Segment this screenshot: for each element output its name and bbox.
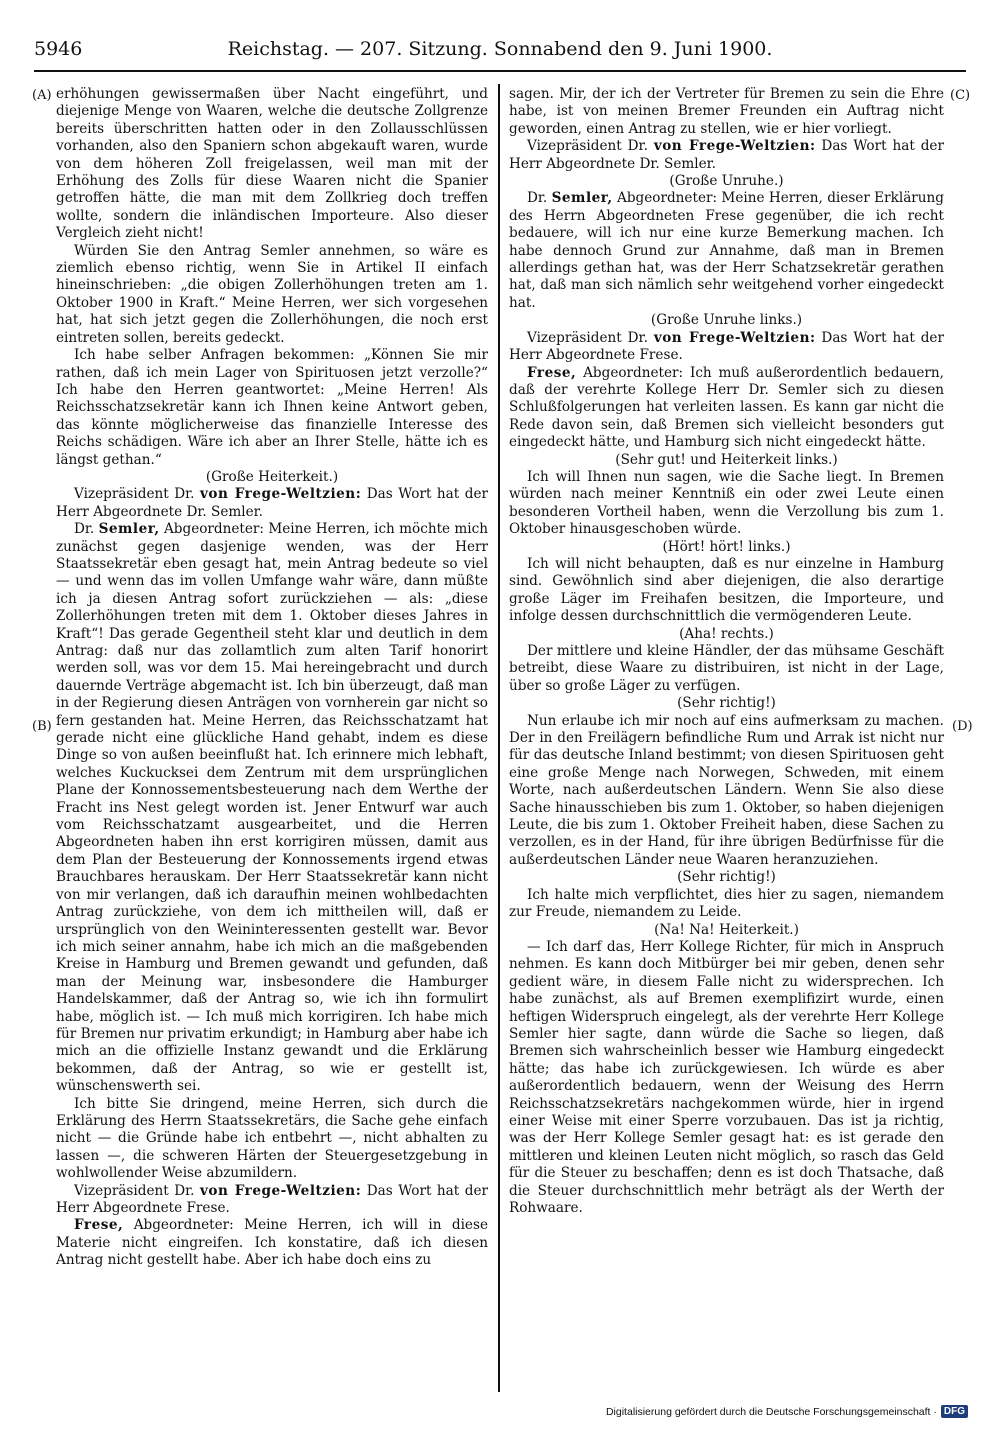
speaker-paragraph — [56, 1183, 488, 1218]
audience-remark: (Große Unruhe links.) — [650, 312, 803, 329]
paragraph: Ich halte mich verpflichtet, dies hier zu sagen, niemandem zur Freude, niemandem zu Leide. — [509, 886, 944, 921]
paragraph: sagen. Mir, der ich der Vertreter für Bremen zu sein die Ehre habe, ist von meinen Bremer Freunden ein Auftrag nicht geworden, einen Antrag zu stellen, wie er hier vorliegt. — [509, 86, 944, 137]
speaker-paragraph — [509, 190, 944, 312]
speech-text: Abgeordneter: Meine Herren, dieser Erklärung des Herrn Abgeordneten Frese gegenüber, die ich recht bedauere, will ich nur eine kurze Bemerkung machen. Ich habe dennoch Grund zur Annahme, daß man in Bremen allerdings gethan hat, was der Herr Schatzsekretär gerathen hat, daß man sich nämlich sehr weitgehend vorher eingedeckt hat. — [509, 190, 945, 311]
speech-text: Abgeordneter: Meine Herren, ich will in diese Materie nicht eingreifen. Ich konstatire, daß ich diesen Antrag nicht gestellt habe. Aber ich habe doch eins zu — [56, 1217, 488, 1269]
speaker-paragraph — [56, 1217, 488, 1269]
speaker-paragraph — [56, 486, 488, 521]
speech-text: Das Wort hat der Herr Abgeordnete Dr. Semler. — [56, 486, 488, 520]
speech-text: Das Wort hat der Herr Abgeordnete Frese. — [56, 1182, 488, 1216]
speaker-name: von Frege-Weltzien: — [653, 329, 816, 346]
speaker-title: Vizepräsident Dr. — [74, 1182, 195, 1199]
paragraph: Der mittlere und kleine Händler, der das mühsame Geschäft betreibt, diese Waare zu distribuiren, ist nicht in der Lage, über so große Läger zu verfügen. — [509, 643, 944, 694]
left-column — [56, 86, 488, 1270]
dfg-logo: DFG — [941, 1405, 968, 1418]
header-rule — [34, 70, 966, 72]
audience-remark: (Große Unruhe.) — [669, 173, 784, 190]
speaker-name: Frese, — [527, 364, 577, 381]
speaker-name: von Frege-Weltzien: — [653, 138, 816, 155]
column-divider — [498, 84, 500, 1392]
running-title: Reichstag. — 207. Sitzung. Sonnabend den 9. Juni 1900. — [227, 38, 773, 60]
paragraph: Würden Sie den Antrag Semler annehmen, so wäre es ziemlich ebenso richtig, wenn Sie in Artikel II einfach hineinschrieben: „die obigen Zollerhöhungen treten am 1. Oktober 1900 in Kraft.“ Meine Herren, wer sich vorgesehen hat, hat sich jetzt gegen die Zollerhöhungen, die noch erst eintreten sollen, bereits gedeckt. — [56, 242, 488, 346]
footer-credit: Digitalisierung gefördert durch die Deutsche Forschungsgemeinschaft · — [605, 1405, 937, 1418]
margin-marker-b: (B) — [32, 719, 52, 734]
right-column — [509, 86, 944, 1217]
paragraph: Ich will Ihnen nun sagen, wie die Sache liegt. In Bremen würden nach meiner Kenntniß ein oder zwei Leute einen besonderen Vortheil haben, wenn die Verzollung bis zum 1. Oktober hinausgeschoben würde. — [509, 468, 944, 538]
margin-marker-c: (C) — [950, 88, 971, 103]
page-number: 5946 — [34, 38, 83, 60]
speaker-name: Frese, — [74, 1217, 124, 1234]
speaker-paragraph — [509, 365, 944, 452]
speaker-title: Dr. — [74, 521, 95, 538]
speaker-name: Semler, — [551, 190, 613, 207]
footer — [606, 1405, 968, 1418]
speech-text: Das Wort hat der Herr Abgeordnete Dr. Semler. — [509, 138, 944, 172]
margin-marker-a: (A) — [32, 88, 52, 103]
speech-text: Abgeordneter: Meine Herren, ich möchte mich zunächst gegen dasjenige wenden, was der Herr Staatssekretär eben gesagt hat, mein Antrag bedeute so viel — und wenn das im vollen Umfange wahr wäre, dann müßte ich ja diesen Antrag sofort zurückziehen — als: „diese Zollerhöhungen treten mit dem 1. Oktober dieses Jahres in Kraft“! Das gerade Gegentheil steht klar und deutlich in dem Antrag: daß nur das zollamtlich zum alten Tarif honorirt werden soll, was vor dem 15. Mai hereingebracht und durch dauernde Verträge abgemacht ist. Ich bin überzeugt, daß man in der Regierung diesen Anträgen von vornherein gar nicht so fern gestanden hat. Meine Herren, das Reichsschatzamt hat gerade nicht eine glückliche Hand gehabt, indem es diese Dinge so von außen beeinflußt hat. Ich erinnere mich lebhaft, welches Kuckucksei dem Zentrum mit dem ursprünglichen Plane der Konnossementsbesteuerung nach dem Werthe der Fracht ins Nest gelegt worden ist. Jener Entwurf war auch vom Reichsschatzamt ausgearbeitet, und die Herren Abgeordneten haben ihn erst korrigiren müssen, damit aus dem Plan der Besteuerung der Konnossements irgend etwas Brauchbares herauskam. Der Herr Staatssekretär kann nicht von mir verlangen, daß ich daraufhin meinen wohlbedachten Antrag zurückziehe, von dem ich mittheilen will, daß er ursprünglich von den Weininteressenten gestellt war. Bevor ich mich seiner annahm, habe ich mich an die maßgebenden Kreise in Hamburg und Bremen gewandt und gefunden, daß man der Meinung war, insbesondere die Hamburger Handelskammer, daß der Antrag so, wie ich ihn formulirt habe, möglich ist. — Ich muß mich korrigiren. Ich habe mich für Bremen nur privatim erkundigt; in Hamburg aber habe ich mich an die offizielle Instanz gewandt und die Erklärung bekommen, daß der Antrag, so wie er gestellt ist, wünschenswerth sei. — [56, 521, 489, 1095]
paragraph: — Ich darf das, Herr Kollege Richter, für mich in Anspruch nehmen. Es kann doch Mitbürger bei mir geben, denen sehr gedient wäre, in diesem Falle nicht zu widersprechen. Ich habe zunächst, als auf Bremen exemplifizirt wurde, einen heftigen Widerspruch eingelegt, als der verehrte Herr Kollege Semler hier sagte, dann würde die Sache so liegen, daß Bremen sich wahrscheinlich besser wie Hamburg eingedeckt hätte; das habe ich zurückgewiesen. Ich würde es aber außerordentlich bedauern, wenn der Weisung des Herrn Reichsschatzsekretärs nachgekommen würde, hier in irgend einer Weise mit einer Sperre vorzubauen. Das ist ja richtig, was der Herr Kollege Semler gesagt hat: es ist gerade den mittleren und kleinen Leuten nicht möglich, so rasch das Geld für die Steuer zu beschaffen; denn es ist doch Thatsache, daß die Steuer durchschnittlich mehr beträgt als der Werth der Rohwaare. — [509, 938, 944, 1216]
speech-text: Das Wort hat der Herr Abgeordnete Frese. — [509, 329, 944, 364]
margin-marker-d: (D) — [952, 719, 973, 734]
speech-text: Abgeordneter: Ich muß außerordentlich bedauern, daß der verehrte Kollege Herr Dr. Semler sich zu diesen Schlußfolgerungen hat verleiten lassen. Es kann gar nicht die Rede davon sein, daß Bremen sich vielleicht besonders gut eingedeckt hätte, und Hamburg sich nicht eingedeckt hätte. — [509, 364, 944, 451]
speaker-title: Vizepräsident Dr. — [74, 486, 195, 503]
speaker-title: Vizepräsident Dr. — [527, 138, 648, 155]
speaker-name: Semler, — [98, 521, 160, 538]
audience-remark: (Sehr richtig!) — [677, 869, 776, 886]
audience-remark: (Na! Na! Heiterkeit.) — [654, 921, 799, 938]
audience-remark: (Aha! rechts.) — [679, 625, 774, 642]
speaker-paragraph — [509, 330, 944, 365]
audience-remark: (Sehr gut! und Heiterkeit links.) — [615, 451, 838, 468]
paragraph: erhöhungen gewissermaßen über Nacht eingeführt, und diejenige Menge von Waaren, welche die deutsche Zollgrenze bereits überschritten hatten oder in den Zollausschlüssen vorhanden, also den Spaniern schon abgekauft waren, wurde von dem höheren Zoll freigelassen, weil man mit der Erhöhung des Zolls für diese Waaren nicht die Spanier getroffen hätte, die man mit dem Zollkrieg doch treffen wollte, sondern die inländischen Importeure. Also dieser Vergleich zieht nicht! — [56, 86, 488, 242]
speaker-paragraph — [509, 138, 944, 173]
speaker-title: Vizepräsident Dr. — [527, 329, 648, 346]
speaker-name: von Frege-Weltzien: — [199, 486, 362, 503]
speaker-title: Dr. — [527, 190, 548, 207]
page-header — [34, 38, 966, 68]
audience-remark: (Hört! hört! links.) — [662, 538, 791, 555]
speaker-paragraph — [56, 521, 488, 1095]
paragraph: Ich will nicht behaupten, daß es nur einzelne in Hamburg sind. Gewöhnlich sind aber diejenigen, die also derartige große Läger im Freihafen besitzen, die Importeure, und infolge dessen durchschnittlich die vermögenderen Leute. — [509, 555, 944, 625]
paragraph: Nun erlaube ich mir noch auf eins aufmerksam zu machen. Der in den Freilägern befindliche Rum und Arrak ist nicht nur für das deutsche Inland bestimmt; von diesen Spirituosen geht eine große Menge nach Norwegen, Schweden, mit einem Worte, nach außerdeutschen Ländern. Wenn Sie also diese Sache hinausschieben bis zum 1. Oktober, so haben diejenigen Leute, die bis zum 1. Oktober Freiheit haben, diese Sachen zu verzollen, es in der Hand, für ihre übrigen Bedürfnisse für die außerdeutschen Länder neue Waaren heranzuziehen. — [509, 712, 944, 868]
paragraph: Ich bitte Sie dringend, meine Herren, sich durch die Erklärung des Herrn Staatssekretärs, die Sache gehe einfach nicht — die Gründe habe ich entbehrt —, nicht abhalten zu lassen —, die schweren Härten der Steuergesetzgebung in wohlwollender Weise abzumildern. — [56, 1095, 488, 1182]
audience-remark: (Große Heiterkeit.) — [205, 468, 339, 485]
paragraph: Ich habe selber Anfragen bekommen: „Können Sie mir rathen, daß ich mein Lager von Spirituosen jetzt verzolle?“ Ich habe den Herren geantwortet: „Meine Herren! Als Reichsschatzsekretär kann ich Ihnen keine Antwort geben, das könnte möglicherweise das finanzielle Interesse des Reichs schädigen. Wäre ich aber an Ihrer Stelle, hätte ich es längst gethan.“ — [56, 347, 488, 468]
audience-remark: (Sehr richtig!) — [677, 695, 776, 712]
speaker-name: von Frege-Weltzien: — [199, 1182, 362, 1199]
